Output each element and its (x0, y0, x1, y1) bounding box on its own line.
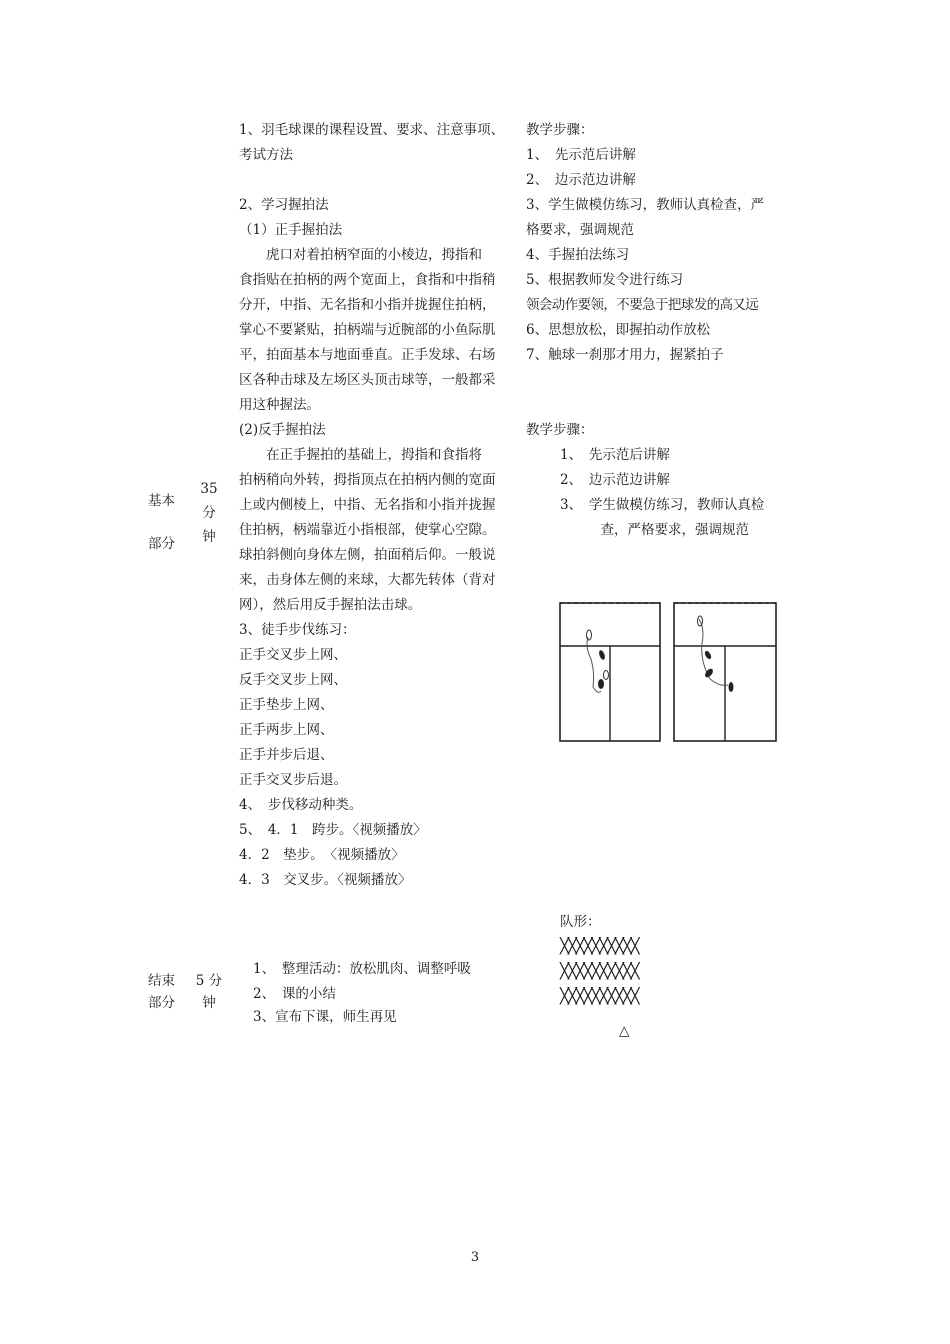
content-line: 4、 步伐移动种类。 (239, 797, 363, 813)
section-basic-time-num: 35 (200, 481, 218, 497)
page-number: 3 (470, 1250, 480, 1265)
section-basic-label (148, 490, 175, 555)
content-line: 上或内侧棱上，中指、无名指和小指并拢握 (239, 497, 496, 513)
step-item: 4、手握拍法练习 (526, 247, 630, 263)
formation-row: ╳╳╳╳╳╳╳╳╳╳ (560, 937, 639, 955)
content-line: 正手交叉步后退。 (239, 772, 347, 788)
content-line: 虎口对着拍柄窄面的小棱边，拇指和 (239, 247, 482, 263)
content-line: 考试方法 (239, 147, 293, 163)
section-basic-time-unit: 分 (202, 505, 216, 521)
content-line: 来，击身体左侧的来球，大都先转体（背对 (239, 572, 496, 588)
section-ending-time (195, 970, 223, 1014)
content-line: 反手交叉步上网、 (239, 672, 347, 688)
content-line: 5、 4．1 跨步。〈视频播放〉 (239, 822, 427, 838)
formation-row: ╳╳╳╳╳╳╳╳╳╳ (560, 962, 639, 980)
content-line: 拍柄稍向外转，拇指顶点在拍柄内侧的宽面 (239, 472, 496, 488)
step-item: 3、学生做模仿练习，教师认真检查，严 (526, 197, 765, 213)
teacher-triangle-icon: △ (619, 1023, 630, 1039)
step-item: 查，严格要求，强调规范 (560, 522, 749, 538)
content-line: 3、徒手步伐练习： (239, 622, 356, 638)
content-line: 球拍斜侧向身体左侧，拍面稍后仰。一般说 (239, 547, 496, 563)
step-item: 2、 边示范边讲解 (526, 172, 636, 188)
content-line: 分开，中指、无名指和小指并拢握住拍柄， (239, 297, 496, 313)
content-line: 食指贴在拍柄的两个宽面上，食指和中指稍 (239, 272, 496, 288)
content-line: 用这种握法。 (239, 397, 320, 413)
content-line: 平，拍面基本与地面垂直。正手发球、右场 (239, 347, 496, 363)
step-item: 1、 先示范后讲解 (560, 447, 670, 463)
section-ending-line1: 结束 (148, 973, 175, 989)
step-item: 5、根据教师发令进行练习 (526, 272, 684, 288)
section-basic-time-unit2: 钟 (202, 529, 216, 545)
ending-item: 1、 整理活动：放松肌肉、调整呼吸 (253, 961, 471, 977)
section-basic-line1: 基本 (148, 493, 175, 509)
formation-title: 队形： (560, 914, 601, 930)
content-line: 2、学习握拍法 (239, 197, 329, 213)
ending-item: 2、 课的小结 (253, 986, 336, 1002)
content-line: （1）正手握拍法 (239, 222, 343, 238)
section-basic-line2: 部分 (148, 536, 175, 552)
section-ending-line2: 部分 (148, 995, 175, 1011)
court-footwork-figure (556, 597, 780, 747)
content-line: 正手交叉步上网、 (239, 647, 347, 663)
step-item: 格要求，强调规范 (526, 222, 634, 238)
content-line: (2)反手握拍法 (239, 422, 326, 438)
content-line: 区各种击球及左场区头顶击球等，一般都采 (239, 372, 496, 388)
content-line: 住拍柄，柄端靠近小指根部，使掌心空隙。 (239, 522, 496, 538)
formation-row: ╳╳╳╳╳╳╳╳╳╳ (560, 987, 639, 1005)
ending-item: 3、宣布下课，师生再见 (253, 1009, 397, 1025)
content-line: 网），然后用反手握拍法击球。 (239, 597, 422, 613)
content-line: 4．2 垫步。 〈视频播放〉 (239, 847, 405, 863)
steps-title: 教学步骤： (526, 422, 594, 438)
section-ending-time-num: 5 分 (195, 973, 223, 989)
steps-title: 教学步骤： (526, 122, 594, 138)
step-item: 7、触球一刹那才用力，握紧拍子 (526, 347, 724, 363)
step-item: 2、 边示范边讲解 (560, 472, 670, 488)
content-line: 正手垫步上网、 (239, 697, 334, 713)
step-item: 6、思想放松，即握拍动作放松 (526, 322, 711, 338)
content-line: 4．3 交叉步。〈视频播放〉 (239, 872, 412, 888)
content-line: 掌心不要紧贴，拍柄端与近腕部的小鱼际肌 (239, 322, 496, 338)
step-item: 3、 学生做模仿练习，教师认真检 (560, 497, 765, 513)
step-item: 1、 先示范后讲解 (526, 147, 636, 163)
section-ending-label (148, 970, 175, 1014)
section-basic-time (200, 478, 218, 548)
content-line: 正手两步上网、 (239, 722, 334, 738)
content-line: 1、羽毛球课的课程设置、要求、注意事项、 (239, 122, 505, 138)
content-line: 正手并步后退、 (239, 747, 334, 763)
content-line: 在正手握拍的基础上，拇指和食指将 (239, 447, 482, 463)
step-item: 领会动作要领，不要急于把球发的高又远 (526, 297, 759, 313)
section-ending-time-unit: 钟 (202, 995, 216, 1011)
